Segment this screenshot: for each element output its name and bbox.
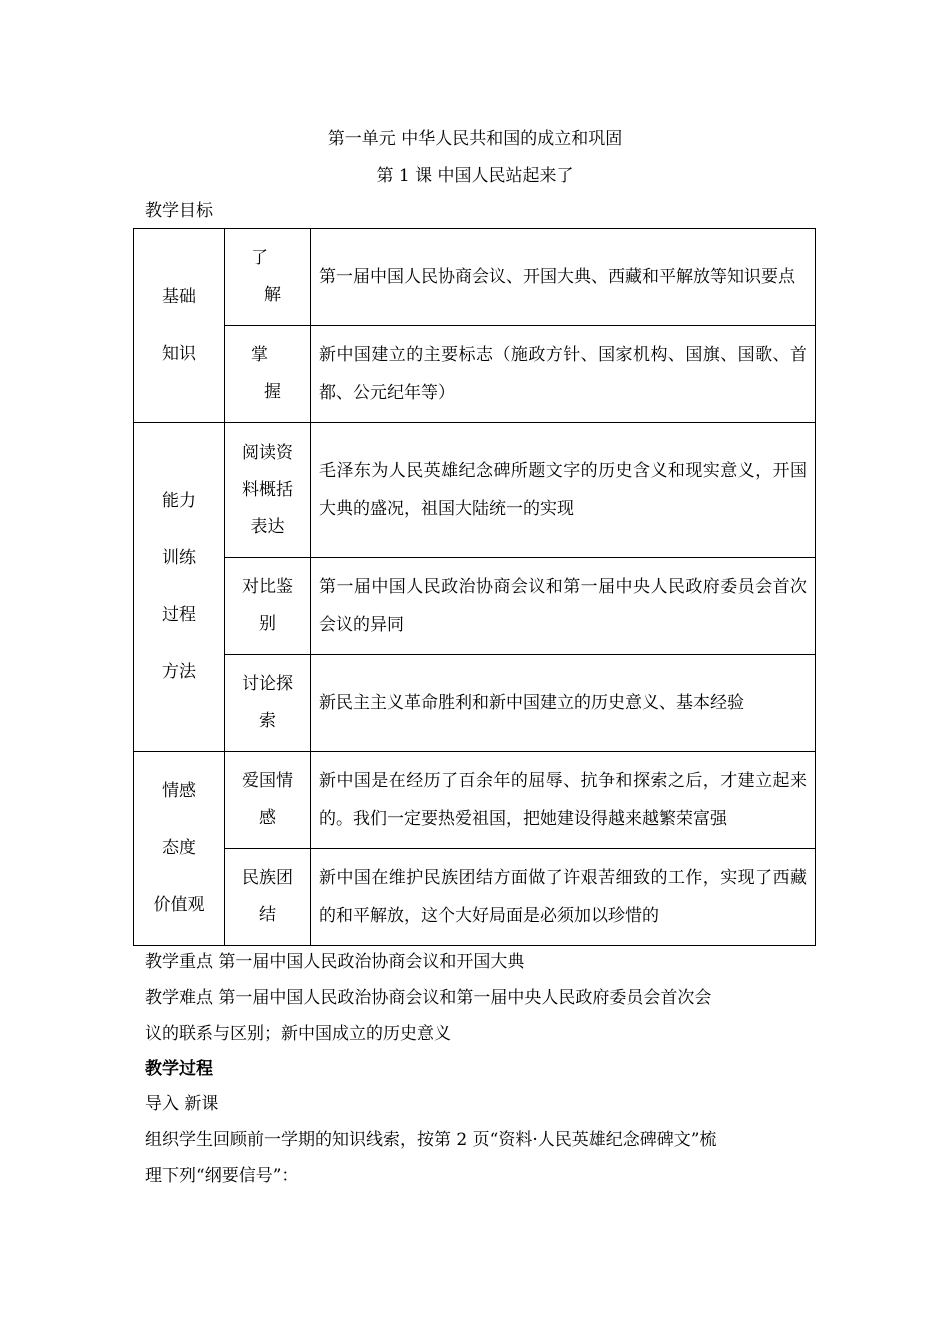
key-points: 教学重点 第一届中国人民政治协商会议和开国大典 xyxy=(145,952,525,972)
description-cell: 第一届中国人民协商会议、开国大典、西藏和平解放等知识要点 xyxy=(311,229,816,326)
subcategory-cell xyxy=(225,752,311,849)
difficulty-line: 议的联系与区别；新中国成立的历史意义 xyxy=(145,1024,451,1044)
paragraph-line: 组织学生回顾前一学期的知识线索，按第 2 页“资料·人民英雄纪念碑碑文”梳 xyxy=(145,1130,717,1150)
subcategory-cell xyxy=(225,229,311,326)
subcategory-line: 了 xyxy=(251,248,268,268)
description-cell: 毛泽东为人民英雄纪念碑所题文字的历史含义和现实意义，开国大典的盛况，祖国大陆统一的实现 xyxy=(311,423,816,558)
category-line: 价值观 xyxy=(153,895,205,915)
difficulty-line: 教学难点 第一届中国人民政治协商会议和第一届中央人民政府委员会首次会 xyxy=(145,988,712,1008)
subcategory-cell xyxy=(225,558,311,655)
teaching-goals-table xyxy=(133,228,816,946)
category-cell xyxy=(134,229,225,423)
category-line: 方法 xyxy=(162,662,196,682)
table-row xyxy=(134,326,816,423)
table-row xyxy=(134,849,816,946)
description-cell: 新中国是在经历了百余年的屈辱、抗争和探索之后，才建立起来的。我们一定要热爱祖国，把她建设得越来越繁荣富强 xyxy=(311,752,816,849)
table-row xyxy=(134,229,816,326)
category-cell xyxy=(134,752,225,946)
subcategory-line: 料概括 xyxy=(242,479,293,500)
category-line: 训练 xyxy=(162,548,196,568)
intro-line: 导入 新课 xyxy=(145,1094,219,1114)
category-cell xyxy=(134,423,225,752)
subcategory-line: 结 xyxy=(259,905,276,925)
subcategory-line: 对比鉴 xyxy=(242,577,293,597)
subcategory-line: 感 xyxy=(259,808,276,828)
subcategory-cell xyxy=(225,326,311,423)
subcategory-line: 掌 xyxy=(251,345,268,365)
subcategory-line: 爱国情 xyxy=(242,771,293,791)
category-line: 能力 xyxy=(162,491,196,511)
subcategory-line: 讨论探 xyxy=(242,674,293,694)
table-row xyxy=(134,423,816,558)
table-row xyxy=(134,752,816,849)
category-line: 情感 xyxy=(162,781,196,801)
table-row xyxy=(134,655,816,752)
subcategory-line: 握 xyxy=(264,382,281,402)
subcategory-cell xyxy=(225,423,311,558)
subcategory-line: 表达 xyxy=(250,516,285,537)
subcategory-line: 阅读资 xyxy=(242,442,293,463)
subcategory-cell xyxy=(225,655,311,752)
paragraph-line: 理下列“纲要信号”： xyxy=(145,1166,299,1186)
description-cell: 新民主主义革命胜利和新中国建立的历史意义、基本经验 xyxy=(311,655,816,752)
description-cell: 新中国在维护民族团结方面做了许艰苦细致的工作，实现了西藏的和平解放，这个大好局面是必须加以珍惜的 xyxy=(311,849,816,946)
category-line: 态度 xyxy=(162,838,196,858)
category-line: 基础 xyxy=(162,286,196,307)
subcategory-line: 民族团 xyxy=(242,868,293,888)
description-cell: 新中国建立的主要标志（施政方针、国家机构、国旗、国歌、首都、公元纪年等） xyxy=(311,326,816,423)
process-heading: 教学过程 xyxy=(145,1059,213,1079)
lesson-title: 第 1 课 中国人民站起来了 xyxy=(376,166,574,186)
unit-title: 第一单元 中华人民共和国的成立和巩固 xyxy=(327,129,623,149)
subcategory-line: 解 xyxy=(264,285,281,305)
subcategory-cell xyxy=(225,849,311,946)
table-row xyxy=(134,558,816,655)
goals-label: 教学目标 xyxy=(145,201,213,221)
subcategory-line: 索 xyxy=(259,711,276,731)
category-line: 过程 xyxy=(162,605,196,625)
category-line: 知识 xyxy=(162,343,196,364)
subcategory-line: 别 xyxy=(259,614,276,634)
description-cell: 第一届中国人民政治协商会议和第一届中央人民政府委员会首次会议的异同 xyxy=(311,558,816,655)
